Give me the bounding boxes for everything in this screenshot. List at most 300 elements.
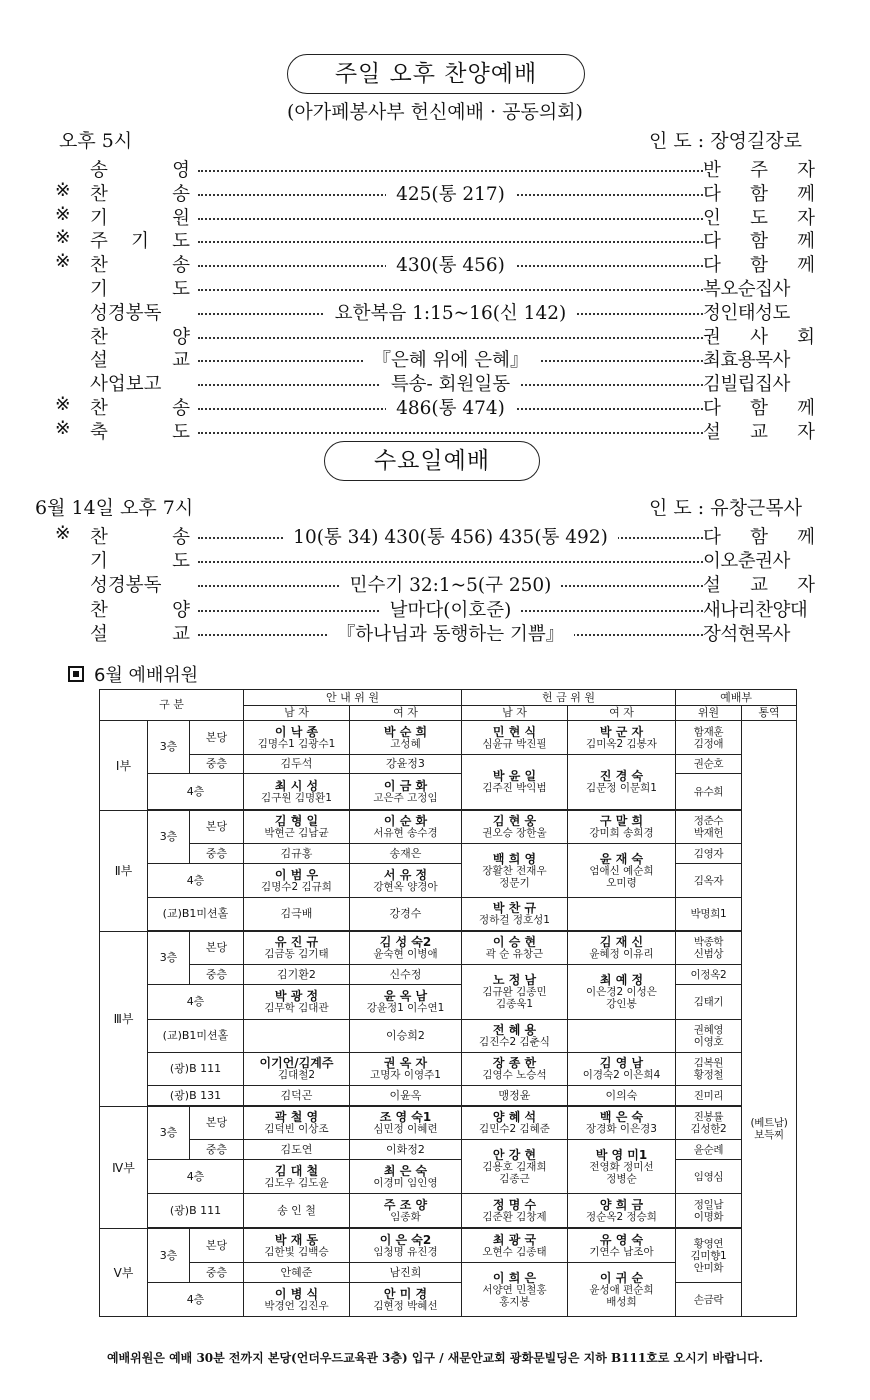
worship-member: 윤순례 [676, 1140, 742, 1160]
dotted-leader [198, 432, 703, 434]
part-label: Ⅱ부 [100, 811, 148, 932]
person-name: 이 승 현 [492, 935, 537, 949]
header-usher-male: 남 자 [244, 706, 350, 721]
order-item-name: 찬 송 [90, 255, 190, 277]
order-row [55, 620, 815, 643]
person-subname: 심민정 이혜련 [373, 1123, 438, 1135]
venue-label: (광)B 131 [148, 1086, 244, 1106]
person-subname: 서유현 송수경 [373, 827, 438, 839]
order-item-name: 송 영 [90, 160, 190, 181]
order-item-detail: 민수기 32:1~5(구 250) [198, 571, 703, 597]
person-subname: 전영화 정미선 [589, 1160, 654, 1173]
venue-label: 본당 [190, 1229, 244, 1263]
worship-member: 이정옥2 [676, 965, 742, 985]
sunday-title: 주일 오후 찬양예배 [287, 54, 585, 94]
person-subname: 김종욱1 [495, 998, 534, 1010]
person-subname: 황정철 [693, 1069, 724, 1081]
sunday-time: 오후 5시 [59, 130, 133, 152]
order-item-person: 최효용목사 [703, 350, 790, 372]
person-name: 최 광 국 [492, 1232, 537, 1247]
offering-female [568, 844, 676, 898]
venue-label: 중층 [190, 1140, 244, 1160]
person-subname: 김주진 박익범 [482, 782, 547, 794]
person-subname: 이경미 임인영 [373, 1176, 438, 1189]
usher-male [244, 811, 350, 844]
person-subname: 박현근 김남균 [264, 827, 329, 839]
person-subname: 정일남 [693, 1198, 724, 1211]
staff-table [99, 689, 797, 1317]
order-item-person: 다 함 께 [703, 398, 815, 419]
header-offering-female: 여 자 [568, 706, 676, 721]
person-name: 박 윤 일 [492, 769, 537, 783]
person-name: 김 성 숙2 [379, 935, 432, 949]
worship-member: 김영자 [676, 844, 742, 864]
offering-female [568, 1053, 676, 1086]
person-name: 이기언/김계주 [259, 1056, 334, 1070]
person-subname: 박경언 김진우 [264, 1299, 329, 1312]
usher-female: 강경수 [350, 898, 462, 931]
person-name: 이 은 숙2 [379, 1232, 432, 1247]
person-name: 박 재 동 [274, 1232, 319, 1247]
header-worship-interp: 통역 [742, 706, 797, 721]
order-item-person: 인 도 자 [703, 207, 815, 229]
worship-member [676, 932, 742, 965]
order-row [55, 547, 815, 573]
venue-label: (광)B 111 [148, 1194, 244, 1228]
order-item-detail: 430(통 456) [198, 251, 703, 277]
offering-male [462, 965, 568, 1020]
header-usher-female: 여 자 [350, 706, 462, 721]
offering-male [462, 932, 568, 965]
person-name: 이 범 우 [274, 867, 319, 882]
person-name: 박 군 자 [599, 724, 644, 739]
offering-female [568, 1263, 676, 1317]
order-item-person: 정인태성도 [703, 302, 790, 324]
person-subname: 김현정 박혜선 [373, 1299, 438, 1312]
person-subname: 임청명 유진경 [373, 1245, 438, 1258]
usher-male [244, 721, 350, 755]
offering-male: 맹정윤 [462, 1086, 568, 1106]
person-name: 주 조 양 [383, 1197, 428, 1212]
staff-title-text: 6월 예배위원 [94, 665, 199, 686]
person-name: 백 은 숙 [599, 1110, 644, 1124]
worship-member [676, 1107, 742, 1140]
sunday-leader: 인 도 : 장영길장로 [649, 130, 802, 152]
person-subname: 정준수 [693, 815, 724, 827]
person-name: 이 희 은 [492, 1270, 537, 1285]
person-name: 장 종 한 [492, 1056, 537, 1070]
person-name: 조 영 숙1 [379, 1110, 432, 1124]
sunday-subtitle: (아가페봉사부 헌신예배 · 공동의회) [287, 101, 583, 123]
floor-label: 4층 [148, 1283, 244, 1317]
order-item-name: 주 기 도 [90, 231, 190, 253]
person-subname: 진봉률 [693, 1111, 724, 1123]
order-item-detail: 요한복음 1:15~16(신 142) [198, 299, 703, 325]
person-name: 권 옥 자 [383, 1056, 428, 1070]
offering-male [462, 1053, 568, 1086]
offering-female [568, 1229, 676, 1263]
person-subname: 강윤정1 이수연1 [366, 1002, 445, 1014]
person-name: 박 순 희 [383, 724, 428, 739]
offering-female [568, 1194, 676, 1228]
person-subname: 고명자 이영주1 [370, 1069, 441, 1081]
order-item-person: 장석현목사 [703, 623, 790, 645]
person-subname: 곽 순 유창근 [485, 948, 544, 960]
offering-male [462, 1020, 568, 1053]
person-subname: 오현수 김종태 [482, 1245, 547, 1258]
dotted-leader [198, 337, 703, 339]
person-name: 전 혜 용 [492, 1023, 537, 1037]
part-label: Ⅴ부 [100, 1229, 148, 1317]
usher-female [350, 721, 462, 755]
person-name: 이 병 식 [274, 1286, 319, 1301]
order-row [55, 180, 815, 203]
worship-member [676, 1229, 742, 1283]
usher-male [244, 864, 350, 898]
person-name: 백 희 영 [492, 851, 537, 866]
person-subname: 김무학 김대관 [264, 1002, 329, 1014]
offering-male [462, 1107, 568, 1140]
person-name: 박 광 정 [274, 989, 319, 1003]
order-row [55, 418, 815, 441]
order-item-detail: 『하나님과 동행하는 기쁨』 [198, 620, 703, 646]
venue-label: 본당 [190, 1107, 244, 1140]
person-subname: 정하걸 정호성1 [479, 914, 550, 926]
usher-female [350, 1283, 462, 1317]
person-name: 양 희 금 [599, 1197, 644, 1212]
order-row [55, 204, 815, 227]
order-item-person: 설 교 자 [703, 421, 815, 443]
person-subname: 권혜영 [693, 1024, 724, 1036]
order-item-name: 찬 송 [90, 183, 190, 205]
person-subname: 김용호 김재희 [482, 1160, 547, 1173]
offering-male [462, 1194, 568, 1228]
part-label: Ⅰ부 [100, 721, 148, 811]
worship-member [676, 1194, 742, 1228]
wednesday-time: 6월 14일 오후 7시 [35, 497, 194, 519]
header-offering-male: 남 자 [462, 706, 568, 721]
order-item-person: 새나리찬양대 [703, 599, 808, 621]
floor-label: 4층 [148, 985, 244, 1020]
person-subname: 김종근 [499, 1172, 530, 1185]
offering-male [462, 811, 568, 844]
usher-female [350, 985, 462, 1020]
required-mark: ※ [55, 394, 71, 415]
person-name: 김 현 웅 [492, 814, 537, 828]
venue-label: 중층 [190, 965, 244, 985]
person-name: 노 정 남 [492, 973, 537, 987]
person-name: 이 금 화 [383, 778, 428, 793]
floor-label: 4층 [148, 774, 244, 810]
required-mark: ※ [55, 523, 71, 544]
order-item-person: 이오춘권사 [703, 551, 790, 573]
usher-female [350, 1229, 462, 1263]
person-name: 박 영 미1 [595, 1147, 648, 1162]
part-label: Ⅳ부 [100, 1107, 148, 1229]
person-name: 박 찬 규 [492, 901, 537, 915]
person-subname: 강인봉 [606, 998, 637, 1010]
order-item-name: 성 경 봉 독 [90, 302, 162, 324]
person-subname: 엄애신 예순희 [589, 864, 654, 877]
usher-male: 안혜준 [244, 1263, 350, 1283]
order-row [55, 346, 815, 372]
usher-male: 김도연 [244, 1140, 350, 1160]
usher-female: 남진희 [350, 1263, 462, 1283]
person-subname: 김정애 [693, 737, 724, 750]
order-row [55, 596, 815, 619]
person-subname: 김대철2 [277, 1069, 316, 1081]
worship-member: 김옥자 [676, 864, 742, 898]
order-item-name: 기 도 [90, 279, 190, 300]
venue-label: (교)B1미션홀 [148, 898, 244, 931]
person-subname: 권오승 장한울 [482, 827, 547, 839]
order-item-person: 다 함 께 [703, 183, 815, 205]
person-name: 김 영 남 [599, 1056, 644, 1070]
order-item-detail: 특송- 회원일동 [198, 370, 703, 396]
usher-female [350, 864, 462, 898]
header-usher: 안 내 위 원 [244, 690, 462, 706]
person-subname: 김영수 노승석 [482, 1069, 547, 1081]
order-item-detail: 『은혜 위에 은혜』 [198, 346, 703, 372]
order-item-person: 반 주 자 [703, 160, 815, 181]
dotted-leader [198, 289, 703, 291]
order-row [55, 275, 815, 298]
worship-member: 진미리 [676, 1086, 742, 1106]
order-item-name: 기 도 [90, 551, 190, 573]
venue-label: 본당 [190, 721, 244, 755]
person-name: 김 재 신 [599, 935, 644, 949]
offering-female [568, 965, 676, 1020]
person-subname: 이영호 [693, 1036, 724, 1048]
person-subname: 배성희 [606, 1295, 637, 1308]
order-item-detail: 425(통 217) [198, 180, 703, 206]
venue-label: 중층 [190, 755, 244, 774]
person-name: 이 순 화 [383, 814, 428, 828]
usher-male [244, 1107, 350, 1140]
person-subname: 김성한2 [690, 1123, 727, 1135]
person-subname: 윤혜정 이유리 [589, 948, 654, 960]
floor-label: 3층 [148, 811, 190, 864]
person-name: 이 낙 종 [274, 724, 319, 739]
person-subname: 고성혜 [390, 737, 421, 750]
worship-member: 유수희 [676, 774, 742, 810]
usher-male [244, 1160, 350, 1194]
required-mark: ※ [55, 227, 71, 249]
dotted-leader [198, 170, 703, 172]
person-subname: 심윤규 박진필 [482, 737, 547, 750]
person-subname: 기연수 남조아 [589, 1245, 654, 1258]
order-item-name: 기 원 [90, 207, 190, 229]
order-item-name: 축 도 [90, 421, 190, 443]
offering-male [462, 755, 568, 810]
order-row [55, 299, 815, 322]
venue-label: 본당 [190, 811, 244, 844]
worship-member [676, 721, 742, 755]
offering-female [568, 898, 676, 931]
person-name: 양 혜 석 [492, 1110, 537, 1124]
offering-female [568, 755, 676, 810]
offering-male [462, 1140, 568, 1194]
required-mark: ※ [55, 417, 71, 439]
person-name: 진 경 숙 [599, 769, 644, 783]
offering-female [568, 811, 676, 844]
venue-label: (광)B 111 [148, 1053, 244, 1086]
person-subname: 김진수2 김춘식 [479, 1036, 550, 1048]
person-name: 윤 옥 남 [383, 989, 428, 1003]
usher-male [244, 1020, 350, 1053]
offering-female [568, 721, 676, 755]
person-name: 김 대 철 [274, 1163, 319, 1178]
order-row [55, 323, 815, 346]
order-row [55, 571, 815, 597]
person-subname: 고은주 고정임 [373, 791, 438, 804]
usher-female [350, 811, 462, 844]
usher-female [350, 1107, 462, 1140]
usher-male: 김극배 [244, 898, 350, 931]
order-item-detail: 10(통 34) 430(통 456) 435(통 492) [198, 523, 703, 549]
worship-member [676, 1020, 742, 1053]
order-item-name: 설 교 [90, 623, 190, 645]
worship-member: 손금락 [676, 1283, 742, 1317]
person-subname: 김명수2 김규희 [261, 880, 332, 893]
order-item-name: 찬 양 [90, 326, 190, 348]
offering-male [462, 898, 568, 931]
header-category: 구 분 [100, 690, 244, 721]
person-subname: 서양연 민철홍 [482, 1283, 547, 1296]
usher-male [244, 774, 350, 810]
order-item-person: 복오순집사 [703, 279, 790, 300]
person-subname: 김문정 이문희1 [586, 782, 657, 794]
person-name: 구 말 희 [599, 814, 644, 828]
venue-label: (교)B1미션홀 [148, 1020, 244, 1053]
person-name: 이 귀 순 [599, 1270, 644, 1285]
order-item-person: 다 함 께 [703, 231, 815, 253]
order-item-person: 김빌립집사 [703, 374, 790, 396]
venue-label: 중층 [190, 844, 244, 864]
usher-female [350, 1160, 462, 1194]
worship-member: 임영심 [676, 1160, 742, 1194]
part-label: Ⅲ부 [100, 932, 148, 1107]
offering-male [462, 844, 568, 898]
order-item-name: 성 경 봉 독 [90, 575, 162, 597]
person-name: 서 유 정 [383, 867, 428, 882]
venue-label: 중층 [190, 1263, 244, 1283]
dotted-leader [198, 241, 703, 243]
person-subname: 김도우 김도윤 [264, 1176, 329, 1189]
person-name: 곽 철 영 [274, 1110, 319, 1124]
person-name: 민 현 식 [492, 724, 537, 739]
required-mark: ※ [55, 179, 71, 201]
person-name: 최 은 숙 [383, 1163, 428, 1178]
order-row [55, 156, 815, 179]
person-name: 안 강 현 [492, 1147, 537, 1162]
usher-female [350, 1053, 462, 1086]
order-item-person: 설 교 자 [703, 575, 815, 597]
usher-male: 김덕곤 [244, 1086, 350, 1106]
usher-male [244, 932, 350, 965]
floor-label: 4층 [148, 1160, 244, 1194]
order-item-name: 찬 양 [90, 599, 190, 621]
person-subname: 김복원 [693, 1057, 724, 1069]
order-row [55, 227, 815, 253]
person-subname: 황영연 [693, 1237, 724, 1250]
person-name: 윤 재 숙 [599, 851, 644, 866]
person-name: 김 형 일 [274, 814, 319, 828]
offering-male [462, 1263, 568, 1317]
person-subname: 정문기 [499, 876, 530, 889]
header-offering: 헌 금 위 원 [462, 690, 676, 706]
person-subname: 강현옥 양경아 [373, 880, 438, 893]
person-name: 최 예 정 [599, 973, 644, 987]
person-subname: 함재훈 [693, 725, 724, 738]
usher-female: 이승희2 [350, 1020, 462, 1053]
usher-male [244, 1053, 350, 1086]
person-subname: 김미향1 [690, 1249, 727, 1262]
order-row [55, 251, 815, 277]
worship-member [676, 811, 742, 844]
person-subname: 김준환 김창제 [482, 1210, 547, 1223]
dotted-leader [198, 218, 703, 220]
order-item-name: 찬 송 [90, 527, 190, 548]
order-item-person: 다 함 께 [703, 527, 815, 548]
required-mark: ※ [55, 203, 71, 225]
offering-female [568, 932, 676, 965]
header-worship: 예배부 [676, 690, 797, 706]
square-bullet-icon [68, 666, 84, 682]
person-name: 최 시 성 [274, 778, 319, 793]
usher-female: 송재은 [350, 844, 462, 864]
person-subname: 장경화 이은경3 [586, 1123, 657, 1135]
usher-female: 이윤옥 [350, 1086, 462, 1106]
usher-male: 김기환2 [244, 965, 350, 985]
offering-male [462, 721, 568, 755]
order-row [55, 370, 815, 396]
person-subname: 박종학 [693, 936, 724, 948]
person-subname: 김덕빈 이상조 [264, 1123, 329, 1135]
person-subname: 김구원 김명환1 [261, 791, 332, 804]
person-subname: 신범상 [693, 948, 724, 960]
order-item-detail: 날마다(이호준) [198, 596, 703, 622]
offering-female [568, 1020, 676, 1053]
usher-male: 김두석 [244, 755, 350, 774]
person-subname: 오미령 [606, 876, 637, 889]
order-item-name: 사 업 보 고 [90, 374, 162, 396]
usher-male: 김규홍 [244, 844, 350, 864]
person-name: 유 진 규 [274, 935, 319, 949]
person-subname: 이은경2 이성은 [586, 986, 657, 998]
order-item-person: 다 함 께 [703, 255, 815, 277]
floor-label: 3층 [148, 932, 190, 985]
wednesday-leader: 인 도 : 유창근목사 [649, 497, 802, 519]
order-item-name: 찬 송 [90, 398, 190, 419]
offering-female [568, 1140, 676, 1194]
person-name: 정 명 수 [492, 1197, 537, 1212]
interp-value: (베트남) 보득찌 [750, 1116, 788, 1141]
usher-female: 강윤정3 [350, 755, 462, 774]
interp-cell [742, 721, 797, 1317]
offering-female [568, 1107, 676, 1140]
usher-female: 이화정2 [350, 1140, 462, 1160]
person-subname: 윤성애 편순희 [589, 1283, 654, 1296]
usher-male [244, 1283, 350, 1317]
staff-footer-note: 예배위원은 예배 30분 전까지 본당(언더우드교육관 3층) 입구 / 새문안교회 광화문빌딩은 지하 B111호로 오시기 바랍니다. [106, 1351, 764, 1365]
person-subname: 장활찬 전재우 [482, 864, 547, 877]
usher-female: 신수정 [350, 965, 462, 985]
person-subname: 홍지봉 [499, 1295, 530, 1308]
required-mark: ※ [55, 251, 71, 273]
order-row [55, 394, 815, 417]
person-subname: 이경숙2 이은희4 [582, 1069, 661, 1081]
